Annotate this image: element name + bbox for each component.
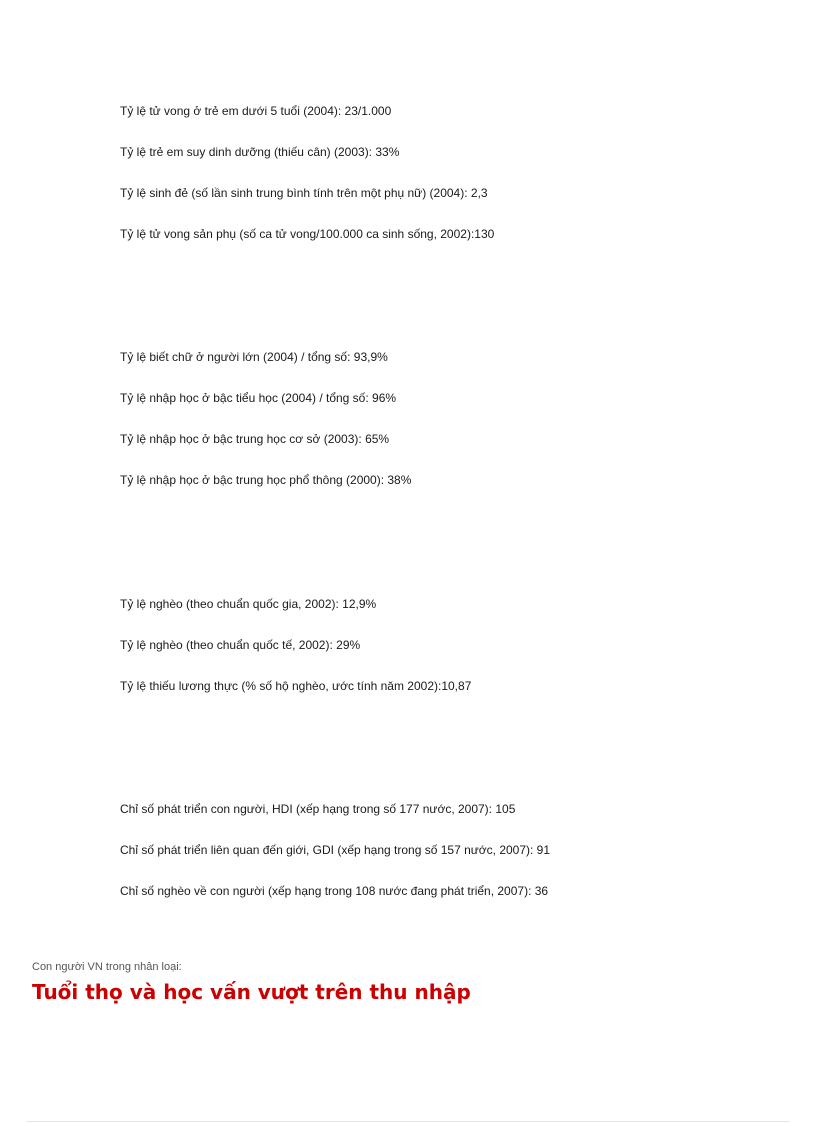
stat-hpi-rank: Chỉ số nghèo về con người (xếp hạng trong 108 nước đang phát triển, 2007): 36	[120, 884, 549, 898]
stat-poverty-national: Tỷ lệ nghèo (theo chuẩn quốc gia, 2002): 12,9%	[120, 597, 377, 611]
stat-gdi-rank: Chỉ số phát triển liên quan đến giới, GDI (xếp hạng trong số 157 nước, 2007): 91	[120, 843, 551, 857]
article-kicker: Con người VN trong nhân loại:	[32, 961, 182, 973]
bottom-divider	[26, 1121, 790, 1122]
stat-hdi-rank: Chỉ số phát triển con người, HDI (xếp hạng trong số 177 nước, 2007): 105	[120, 802, 516, 816]
stat-food-shortage: Tỷ lệ thiếu lương thực (% số hộ nghèo, ước tính năm 2002):10,87	[120, 679, 472, 693]
stat-upper-secondary-enrollment: Tỷ lệ nhập học ở bậc trung học phổ thông (2000): 38%	[120, 473, 412, 487]
article-headline: Tuổi thọ và học vấn vượt trên thu nhập	[32, 980, 471, 1004]
stat-lower-secondary-enrollment: Tỷ lệ nhập học ở bậc trung học cơ sở (2003): 65%	[120, 432, 390, 446]
stat-adult-literacy: Tỷ lệ biết chữ ở người lớn (2004) / tổng số: 93,9%	[120, 350, 388, 364]
stat-child-mortality: Tỷ lệ tử vong ở trẻ em dưới 5 tuổi (2004): 23/1.000	[120, 104, 392, 118]
stat-fertility-rate: Tỷ lệ sinh đẻ (số lần sinh trung bình tính trên một phụ nữ) (2004): 2,3	[120, 186, 488, 200]
stat-poverty-international: Tỷ lệ nghèo (theo chuẩn quốc tế, 2002): 29%	[120, 638, 361, 652]
stat-maternal-mortality: Tỷ lệ tử vong sản phụ (số ca tử vong/100.000 ca sinh sống, 2002):130	[120, 227, 495, 241]
stat-child-malnutrition: Tỷ lệ trẻ em suy dinh dưỡng (thiếu cân) (2003): 33%	[120, 145, 400, 159]
stat-primary-enrollment: Tỷ lệ nhập học ở bậc tiểu học (2004) / tổng số: 96%	[120, 391, 397, 405]
